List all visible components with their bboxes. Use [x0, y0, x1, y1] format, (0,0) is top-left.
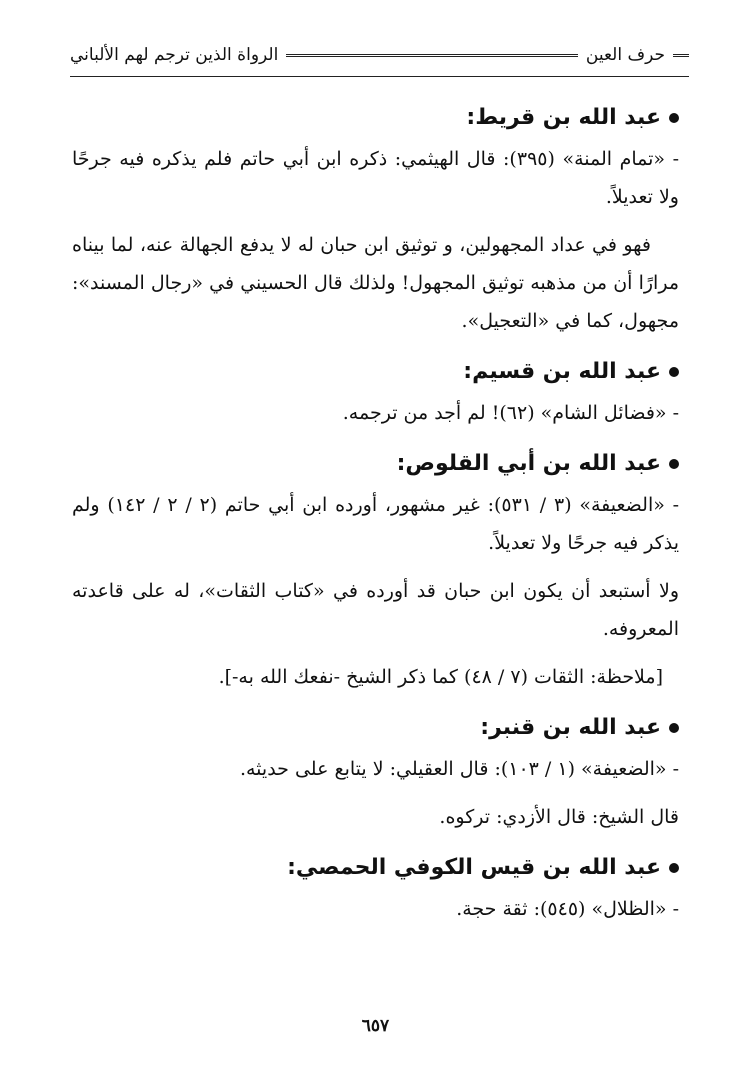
- narrator-entry: [72, 442, 679, 696]
- bullet-icon: [669, 367, 679, 377]
- narrator-name: عبد الله بن قسيم:: [463, 359, 661, 384]
- entry-paragraph: - «الضعيفة» (٣ / ٥٣١): غير مشهور، أورده ابن أبي حاتم (٢ / ٢ / ١٤٢) ولم يذكر فيه جرحًا ولا تعديلاً.: [72, 494, 680, 554]
- narrator-name: عبد الله بن قيس الكوفي الحمصي:: [287, 855, 661, 880]
- bullet-icon: [669, 863, 679, 873]
- bullet-icon: [669, 459, 679, 469]
- page-number: ٦٥٧: [361, 1016, 390, 1036]
- narrator-entry: [72, 350, 679, 432]
- entry-paragraph: - «الضعيفة» (١ / ١٠٣): قال العقيلي: لا يتابع على حديثه.: [239, 758, 679, 780]
- header-letter-section: حرف العين: [585, 45, 665, 65]
- page-body: [72, 96, 679, 938]
- entry-paragraph: - «فضائل الشام» (٦٢)! لم أجد من ترجمه.: [342, 402, 679, 424]
- running-header: [70, 38, 689, 72]
- narrator-name: عبد الله بن قريط:: [466, 105, 661, 130]
- entry-heading: [72, 846, 679, 890]
- entry-heading: [72, 350, 679, 394]
- header-book-title: الرواة الذين ترجم لهم الألباني: [70, 45, 279, 65]
- entry-heading: [72, 706, 679, 750]
- entry-paragraph: ولا أستبعد أن يكون ابن حبان قد أورده في «كتاب الثقات»، له على قاعدته المعروفه.: [72, 580, 679, 640]
- header-rule: [286, 54, 578, 57]
- narrator-entry: [72, 96, 679, 340]
- bullet-icon: [669, 723, 679, 733]
- entry-paragraph: فهو في عداد المجهولين، و توثيق ابن حبان له لا يدفع الجهالة عنه، لما بيناه مرارًا أن من مذهبه توثيق المجهول! ولذلك قال الحسيني في «رجال المسند»: مجهول، كما في «التعجيل».: [72, 234, 679, 332]
- entry-paragraph: - «الظلال» (٥٤٥): ثقة حجة.: [456, 898, 679, 920]
- narrator-name: عبد الله بن أبي القلوص:: [396, 451, 661, 476]
- entry-note: [ملاحظة: الثقات (٧ / ٤٨) كما ذكر الشيخ -نفعك الله به-].: [218, 666, 663, 688]
- header-underline: [70, 76, 689, 77]
- header-rule: [673, 54, 689, 57]
- entry-paragraph: قال الشيخ: قال الأزدي: تركوه.: [439, 806, 679, 828]
- narrator-entry: [72, 846, 679, 928]
- narrator-name: عبد الله بن قنبر:: [480, 715, 661, 740]
- bullet-icon: [669, 113, 679, 123]
- entry-heading: [72, 96, 679, 140]
- narrator-entry: [72, 706, 679, 836]
- entry-paragraph: - «تمام المنة» (٣٩٥): قال الهيثمي: ذكره ابن أبي حاتم فلم يذكره فيه جرحًا ولا تعديلاً.: [72, 148, 680, 208]
- entry-heading: [72, 442, 679, 486]
